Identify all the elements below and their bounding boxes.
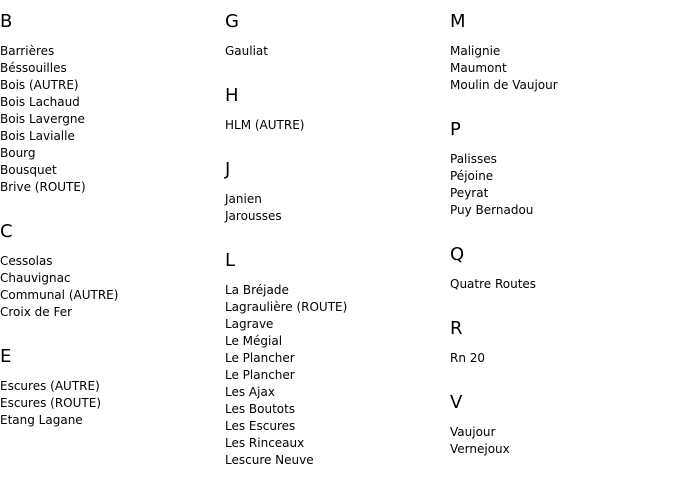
street-list: [0, 253, 118, 321]
list-item: [225, 208, 282, 225]
street-link[interactable]: Lagrave: [225, 317, 274, 331]
list-item: [225, 316, 347, 333]
list-item: [225, 367, 347, 384]
section-letter: J: [225, 159, 231, 180]
section-c: [0, 221, 220, 319]
street-link[interactable]: Palisses: [450, 152, 497, 166]
street-link[interactable]: Lescure Neuve: [225, 453, 314, 467]
street-link[interactable]: La Bréjade: [225, 283, 289, 297]
list-item: [0, 287, 118, 304]
list-item: [0, 111, 86, 128]
street-link[interactable]: Quatre Routes: [450, 277, 537, 291]
list-item: [225, 418, 347, 435]
street-list: [450, 43, 558, 94]
street-link[interactable]: Janien: [225, 192, 262, 206]
section-q: [450, 244, 670, 291]
street-link[interactable]: Moulin de Vaujour: [450, 78, 558, 92]
list-item: [0, 145, 86, 162]
street-link[interactable]: Bousquet: [0, 163, 57, 177]
list-item: [0, 270, 118, 287]
section-r: [450, 318, 670, 365]
street-link[interactable]: Vernejoux: [450, 442, 510, 456]
street-link[interactable]: HLM (AUTRE): [225, 118, 305, 132]
street-list: [225, 43, 268, 60]
list-item: [225, 282, 347, 299]
list-item: [450, 276, 536, 293]
street-link[interactable]: Vaujour: [450, 425, 496, 439]
list-item: [450, 424, 510, 441]
section-letter: G: [225, 11, 239, 32]
street-link[interactable]: Communal (AUTRE): [0, 288, 119, 302]
street-link[interactable]: Bois Lavergne: [0, 112, 85, 126]
list-item: [450, 151, 533, 168]
list-item: [0, 395, 101, 412]
list-item: [225, 333, 347, 350]
street-link[interactable]: Brive (ROUTE): [0, 180, 86, 194]
street-list: [450, 350, 485, 367]
street-list: [225, 191, 282, 225]
list-item: [0, 77, 86, 94]
street-link[interactable]: Le Mégial: [225, 334, 283, 348]
section-letter: C: [0, 221, 13, 242]
section-j: [225, 159, 445, 223]
list-item: [0, 162, 86, 179]
list-item: [225, 452, 347, 469]
section-letter: R: [450, 318, 463, 339]
street-link[interactable]: Bourg: [0, 146, 36, 160]
section-h: [225, 85, 445, 132]
street-link[interactable]: Chauvignac: [0, 271, 71, 285]
list-item: [450, 185, 533, 202]
street-link[interactable]: Le Plancher: [225, 351, 295, 365]
list-item: [450, 202, 533, 219]
list-item: [450, 168, 533, 185]
street-link[interactable]: Barrières: [0, 44, 55, 58]
list-item: [0, 179, 86, 196]
street-link[interactable]: Malignie: [450, 44, 501, 58]
list-item: [0, 43, 86, 60]
list-item: [225, 117, 304, 134]
street-link[interactable]: Gauliat: [225, 44, 268, 58]
street-link[interactable]: Maumont: [450, 61, 507, 75]
section-b: [0, 11, 220, 194]
section-l: [225, 250, 445, 467]
section-letter: B: [0, 11, 13, 32]
list-item: [225, 435, 347, 452]
street-link[interactable]: Les Boutots: [225, 402, 296, 416]
street-link[interactable]: Puy Bernadou: [450, 203, 534, 217]
street-link[interactable]: Peyrat: [450, 186, 489, 200]
street-list: [0, 378, 101, 429]
section-m: [450, 11, 670, 92]
street-link[interactable]: Etang Lagane: [0, 413, 83, 427]
street-link[interactable]: Les Rinceaux: [225, 436, 305, 450]
list-item: [225, 299, 347, 316]
street-link[interactable]: Le Plancher: [225, 368, 295, 382]
street-link[interactable]: Péjoine: [450, 169, 494, 183]
street-link[interactable]: Bois Lavialle: [0, 129, 75, 143]
section-letter: P: [450, 119, 461, 140]
street-link[interactable]: Escures (AUTRE): [0, 379, 100, 393]
street-link[interactable]: Cessolas: [0, 254, 53, 268]
street-link[interactable]: Les Escures: [225, 419, 296, 433]
list-item: [225, 350, 347, 367]
street-list: [225, 282, 347, 469]
list-item: [0, 412, 101, 429]
section-letter: V: [450, 392, 463, 413]
street-list: [0, 43, 86, 196]
list-item: [0, 304, 118, 321]
section-letter: Q: [450, 244, 465, 265]
street-link[interactable]: Bois Lachaud: [0, 95, 80, 109]
street-link[interactable]: Jarousses: [225, 209, 282, 223]
list-item: [225, 384, 347, 401]
list-item: [0, 253, 118, 270]
list-item: [450, 77, 558, 94]
street-link[interactable]: Croix de Fer: [0, 305, 73, 319]
section-letter: E: [0, 346, 12, 367]
street-list: [450, 276, 536, 293]
street-link[interactable]: Les Ajax: [225, 385, 275, 399]
section-letter: M: [450, 11, 466, 32]
section-letter: H: [225, 85, 239, 106]
street-link[interactable]: Bois (AUTRE): [0, 78, 79, 92]
list-item: [0, 128, 86, 145]
street-link[interactable]: Béssouilles: [0, 61, 67, 75]
list-item: [0, 378, 101, 395]
list-item: [450, 350, 485, 367]
section-p: [450, 119, 670, 217]
list-item: [450, 441, 510, 458]
section-g: [225, 11, 445, 58]
list-item: [450, 60, 558, 77]
street-link[interactable]: Lagraulière (ROUTE): [225, 300, 348, 314]
street-link[interactable]: Rn 20: [450, 351, 486, 365]
street-list: [225, 117, 304, 134]
list-item: [225, 401, 347, 418]
street-list: [450, 151, 533, 219]
list-item: [450, 43, 558, 60]
list-item: [0, 94, 86, 111]
list-item: [0, 60, 86, 77]
section-v: [450, 392, 670, 456]
street-link[interactable]: Escures (ROUTE): [0, 396, 101, 410]
list-item: [225, 43, 268, 60]
street-list: [450, 424, 510, 458]
section-letter: L: [225, 250, 236, 271]
section-e: [0, 346, 220, 427]
list-item: [225, 191, 282, 208]
